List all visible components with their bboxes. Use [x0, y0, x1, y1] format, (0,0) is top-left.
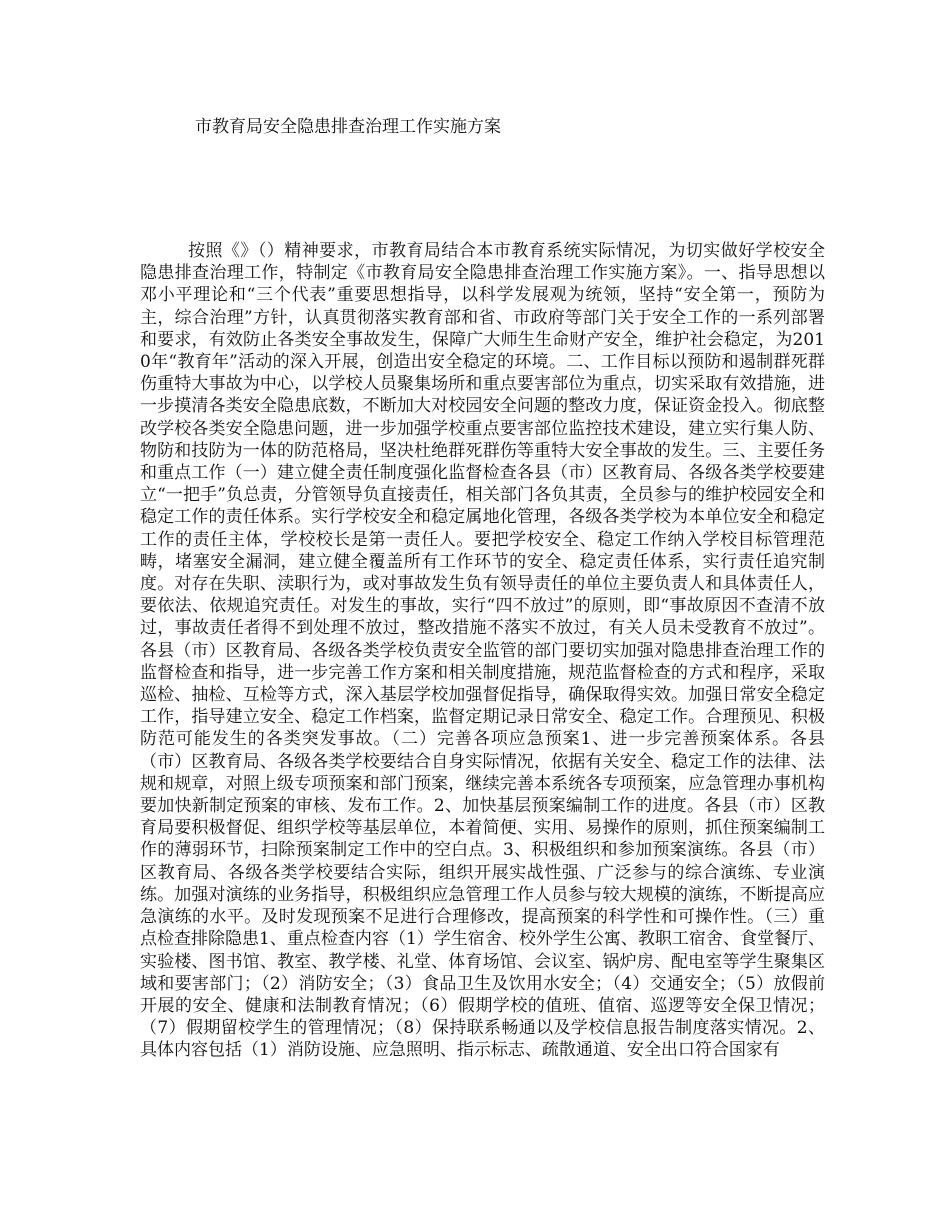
document-body-paragraph: 按照《》（）精神要求，市教育局结合本市教育系统实际情况，为切实做好学校安全隐患排查治理工作，特制定《市教育局安全隐患排查治理工作实施方案》。一、指导思想以邓小平理论和“三个代表”重要思想指导，以科学发展观为统领，坚持“安全第一，预防为主，综合治理”方针，认真贯彻落实教育部和省、市政府等部门关于安全工作的一系列部署和要求，有效防止各类安全事故发生，保障广大师生生命财产安全，维护社会稳定，为2010年“教育年”活动的深入开展，创造出安全稳定的环境。二、工作目标以预防和遏制群死群伤重特大事故为中心，以学校人员聚集场所和重点要害部位为重点，切实采取有效措施，进一步摸清各类安全隐患底数，不断加大对校园安全问题的整改力度，保证资金投入。彻底整改学校各类安全隐患问题，进一步加强学校重点要害部位监控技术建设，建立实行集人防、物防和技防为一体的防范格局，坚决杜绝群死群伤等重特大安全事故的发生。三、主要任务和重点工作（一）建立健全责任制度强化监督检查各县（市）区教育局、各级各类学校要建立“一把手”负总责，分管领导负直接责任，相关部门各负其责，全员参与的维护校园安全和稳定工作的责任体系。实行学校安全和稳定属地化管理，各级各类学校为本单位安全和稳定工作的责任主体，学校校长是第一责任人。要把学校安全、稳定工作纳入学校目标管理范畴，堵塞安全漏洞，建立健全覆盖所有工作环节的安全、稳定责任体系，实行责任追究制度。对存在失职、渎职行为，或对事故发生负有领导责任的单位主要负责人和具体责任人，要依法、依规追究责任。对发生的事故，实行“四不放过”的原则，即“事故原因不查清不放过，事故责任者得不到处理不放过，整改措施不落实不放过，有关人员未受教育不放过”。各县（市）区教育局、各级各类学校负责安全监管的部门要切实加强对隐患排查治理工作的监督检查和指导，进一步完善工作方案和相关制度措施，规范监督检查的方式和程序，采取巡检、抽检、互检等方式，深入基层学校加强督促指导，确保取得实效。加强日常安全稳定工作，指导建立安全、稳定工作档案，监督定期记录日常安全、稳定工作。合理预见、积极防范可能发生的各类突发事故。（二）完善各项应急预案1、进一步完善预案体系。各县（市）区教育局、各级各类学校要结合自身实际情况，依据有关安全、稳定工作的法律、法规和规章，对照上级专项预案和部门预案，继续完善本系统各专项预案，应急管理办事机构要加快新制定预案的审核、发布工作。2、加快基层预案编制工作的进度。各县（市）区教育局要积极督促、组织学校等基层单位，本着简便、实用、易操作的原则，抓住预案编制工作的薄弱环节，扫除预案制定工作中的空白点。3、积极组织和参加预案演练。各县（市）区教育局、各级各类学校要结合实际，组织开展实战性强、广泛参与的综合演练、专业演练。加强对演练的业务指导，积极组织应急管理工作人员参与较大规模的演练，不断提高应急演练的水平。及时发现预案不足进行合理修改，提高预案的科学性和可操作性。（三）重点检查排除隐患1、重点检查内容（1）学生宿舍、校外学生公寓、教职工宿舍、食堂餐厅、实验楼、图书馆、教室、教学楼、礼堂、体育场馆、会议室、锅炉房、配电室等学生聚集区域和要害部门；（2）消防安全；（3）食品卫生及饮用水安全；（4）交通安全；（5）放假前开展的安全、健康和法制教育情况；（6）假期学校的值班、值宿、巡逻等安全保卫情况；（7）假期留校学生的管理情况；（8）保持联系畅通以及学校信息报告制度落实情况。2、具体内容包括（1）消防设施、应急照明、指示标志、疏散通道、安全出口符合国家有	[140, 241, 825, 1061]
document-title: 市教育局安全隐患排查治理工作实施方案	[195, 117, 501, 137]
